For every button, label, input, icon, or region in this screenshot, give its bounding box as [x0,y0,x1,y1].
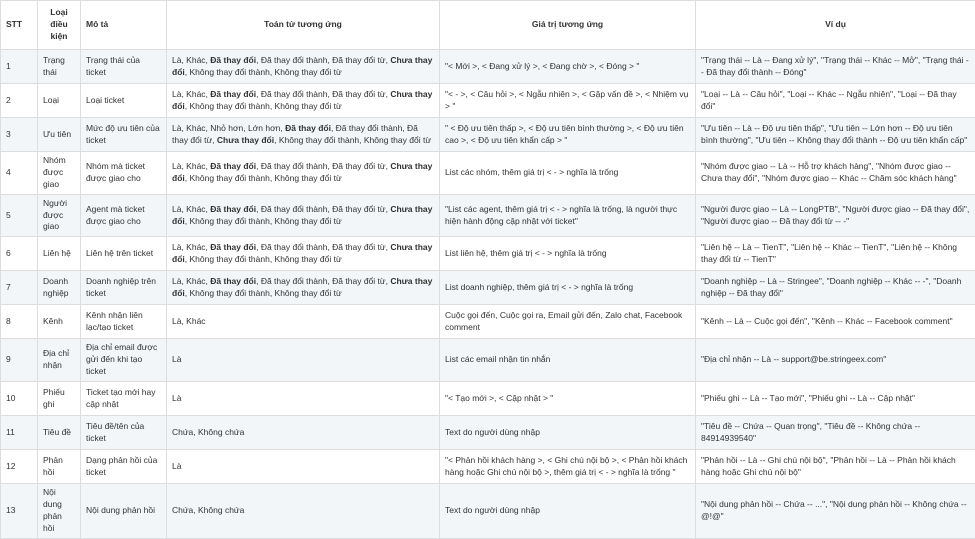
operator-segment: Chưa thay đổi [172,276,432,298]
cell-stt: 11 [1,416,38,450]
cell-values: "< Mới >, < Đang xử lý >, < Đang chờ >, < Đóng > " [440,50,696,84]
cell-values: Cuộc gọi đến, Cuộc gọi ra, Email gửi đến, Zalo chat, Facebook comment [440,305,696,339]
header-stt: STT [1,1,38,50]
cell-operators [167,416,440,450]
operator-segment: , Không thay đổi thành, Không thay đổi từ [274,135,431,145]
cell-values: Text do người dùng nhập [440,416,696,450]
operator-segment: , Không thay đổi thành, Không thay đổi từ [185,173,342,183]
operator-segment: Chứa, Không chứa [172,505,244,515]
cell-example: "Phản hồi -- Là -- Ghi chú nội bộ", "Phản hồi -- Là -- Phản hồi khách hàng hoặc Ghi chú nội bộ" [696,450,975,484]
cell-example: "Kênh -- Là -- Cuộc gọi đến", "Kênh -- Khác -- Facebook comment" [696,305,975,339]
cell-example: "Liên hệ -- Là -- TienT", "Liên hệ -- Khác -- TienT", "Liên hệ -- Không thay đổi từ -- TienT" [696,237,975,271]
cell-condition-type: Liên hệ [38,237,81,271]
cell-example: "Địa chỉ nhận -- Là -- support@be.stringeex.com" [696,339,975,382]
operator-segment: Là [172,354,181,364]
operator-segment: , Không thay đổi thành, Không thay đổi từ [185,254,342,264]
cell-values: "< Phản hồi khách hàng >, < Ghi chú nội bộ >, < Phản hồi khách hàng hoặc Ghi chú nội bộ >, thêm giá trị < - > nghĩa là trống " [440,450,696,484]
cell-description: Doanh nghiệp trên ticket [81,271,167,305]
cell-example: "Trạng thái -- Là -- Đang xử lý", "Trạng thái -- Khác -- Mở", "Trạng thái -- Đã thay đổi thành -- Đóng" [696,50,975,84]
header-condition-type: Loại điều kiện [38,1,81,50]
operator-segment: Đã thay đổi [210,55,256,65]
cell-description: Loại ticket [81,84,167,118]
cell-values: List liên hệ, thêm giá trị < - > nghĩa là trống [440,237,696,271]
operator-segment: Chưa thay đổi [172,55,432,77]
cell-description: Agent mà ticket được giao cho [81,194,167,237]
cell-description: Trạng thái của ticket [81,50,167,84]
header-description: Mô tả [81,1,167,50]
table-row [1,271,975,305]
cell-stt: 3 [1,118,38,152]
cell-example: "Ưu tiên -- Là -- Độ ưu tiên thấp", "Ưu tiên -- Lớn hơn -- Độ ưu tiên bình thường", "Ưu tiên -- Không thay đổi thành -- Độ ưu tiên khẩn cấp" [696,118,975,152]
cell-condition-type: Người được giao [38,194,81,237]
cell-values: "< Tạo mới >, < Cập nhật > " [440,382,696,416]
cell-operators [167,305,440,339]
cell-stt: 2 [1,84,38,118]
cell-stt: 10 [1,382,38,416]
cell-operators [167,118,440,152]
cell-stt: 7 [1,271,38,305]
operator-segment: , Đã thay đổi thành, Đã thay đổi từ, [256,276,390,286]
cell-condition-type: Nhóm được giao [38,152,81,195]
cell-values: List các email nhận tin nhắn [440,339,696,382]
operator-segment: Là, Khác, [172,276,210,286]
cell-description: Tiêu đề/tên của ticket [81,416,167,450]
operator-segment: Là, Khác, [172,204,210,214]
operator-segment: Là [172,461,181,471]
table-row [1,84,975,118]
cell-stt: 13 [1,484,38,539]
operator-segment: , Đã thay đổi thành, Đã thay đổi từ, [256,204,390,214]
cell-values: Text do người dùng nhập [440,484,696,539]
cell-description: Dạng phản hồi của ticket [81,450,167,484]
operator-segment: , Đã thay đổi thành, Đã thay đổi từ, [172,123,418,145]
header-example: Ví dụ [696,1,975,50]
cell-example: "Loại -- Là -- Câu hỏi", "Loại -- Khác -- Ngẫu nhiên", "Loại -- Đã thay đổi" [696,84,975,118]
operator-segment: Là [172,393,181,403]
header-values: Giá trị tương ứng [440,1,696,50]
operator-segment: Đã thay đổi [210,242,256,252]
cell-example: "Tiêu đề -- Chứa -- Quan trọng", "Tiêu đề -- Không chứa -- 84914939540" [696,416,975,450]
cell-stt: 5 [1,194,38,237]
table-row [1,416,975,450]
header-operators: Toán tử tương ứng [167,1,440,50]
operator-segment: Đã thay đổi [210,276,256,286]
cell-example: "Nội dung phản hồi -- Chứa -- ...", "Nội dung phản hồi -- Không chứa -- @!@" [696,484,975,539]
operator-segment: Là, Khác, [172,55,210,65]
cell-stt: 4 [1,152,38,195]
operator-segment: , Không thay đổi thành, Không thay đổi từ [185,67,342,77]
operator-segment: Đã thay đổi [210,161,256,171]
cell-description: Ticket tạo mới hay cập nhật [81,382,167,416]
operator-segment: Là, Khác, [172,161,210,171]
operator-segment: , Không thay đổi thành, Không thay đổi từ [185,101,342,111]
cell-operators [167,484,440,539]
table-row [1,152,975,195]
cell-values: "List các agent, thêm giá trị < - > nghĩa là trống, là người thực hiện hành động cập nhật với ticket" [440,194,696,237]
cell-example: "Phiếu ghi -- Là -- Tạo mới", "Phiếu ghi -- Là -- Cập nhật" [696,382,975,416]
cell-condition-type: Kênh [38,305,81,339]
operator-segment: Là, Khác, [172,242,210,252]
cell-operators [167,194,440,237]
operator-segment: Đã thay đổi [210,204,256,214]
cell-condition-type: Ưu tiên [38,118,81,152]
operator-segment: Chưa thay đổi [217,135,274,145]
operator-segment: Đã thay đổi [210,89,256,99]
cell-operators [167,84,440,118]
cell-operators [167,50,440,84]
operator-segment: Là, Khác [172,316,206,326]
table-row [1,450,975,484]
operator-segment: , Đã thay đổi thành, Đã thay đổi từ, [256,89,390,99]
operator-segment: Là, Khác, Nhỏ hơn, Lớn hơn, [172,123,285,133]
cell-description: Kênh nhận liên lạc/tạo ticket [81,305,167,339]
cell-condition-type: Tiêu đề [38,416,81,450]
table-header-row [1,1,975,50]
table-row [1,50,975,84]
cell-stt: 8 [1,305,38,339]
operator-segment: Chưa thay đổi [172,204,432,226]
cell-operators [167,237,440,271]
table-row [1,382,975,416]
operator-segment: Đã thay đổi [285,123,331,133]
cell-example: "Người được giao -- Là -- LongPTB", "Người được giao -- Đã thay đổi", "Người được giao -- Đã thay đổi từ -- -" [696,194,975,237]
cell-stt: 6 [1,237,38,271]
cell-values: List doanh nghiệp, thêm giá trị < - > nghĩa là trống [440,271,696,305]
cell-stt: 9 [1,339,38,382]
cell-example: "Nhóm được giao -- Là -- Hỗ trợ khách hàng", "Nhóm được giao -- Chưa thay đổi", "Nhóm được giao -- Khác -- Chăm sóc khách hàng" [696,152,975,195]
cell-condition-type: Nội dung phản hồi [38,484,81,539]
cell-description: Địa chỉ email được gửi đến khi tạo ticket [81,339,167,382]
table-row [1,118,975,152]
cell-condition-type: Loại [38,84,81,118]
operator-segment: , Không thay đổi thành, Không thay đổi từ [185,216,342,226]
table-row [1,194,975,237]
cell-condition-type: Doanh nghiệp [38,271,81,305]
operator-segment: , Đã thay đổi thành, Đã thay đổi từ, [256,242,390,252]
operator-segment: , Đã thay đổi thành, Đã thay đổi từ, [256,161,390,171]
operator-segment: Chưa thay đổi [172,242,432,264]
operator-segment: Chứa, Không chứa [172,427,244,437]
cell-values: List các nhóm, thêm giá trị < - > nghĩa là trống [440,152,696,195]
operator-segment: , Đã thay đổi thành, Đã thay đổi từ, [256,55,390,65]
cell-example: "Doanh nghiệp -- Là -- Stringee", "Doanh nghiệp -- Khác -- -", "Doanh nghiệp -- Đã thay đổi" [696,271,975,305]
cell-values: " < Độ ưu tiên thấp >, < Độ ưu tiên bình thường >, < Độ ưu tiên cao >, < Độ ưu tiên khẩn cấp > " [440,118,696,152]
cell-description: Liên hệ trên ticket [81,237,167,271]
table-row [1,339,975,382]
cell-condition-type: Phản hồi [38,450,81,484]
table-row [1,484,975,539]
operator-segment: Là, Khác, [172,89,210,99]
cell-description: Mức độ ưu tiên của ticket [81,118,167,152]
cell-operators [167,450,440,484]
cell-operators [167,152,440,195]
cell-operators [167,271,440,305]
operator-segment: Chưa thay đổi [172,161,432,183]
cell-condition-type: Phiếu ghi [38,382,81,416]
cell-stt: 12 [1,450,38,484]
table-row [1,305,975,339]
operator-segment: , Không thay đổi thành, Không thay đổi từ [185,288,342,298]
cell-operators [167,339,440,382]
table-row [1,237,975,271]
cell-values: "< - >, < Câu hỏi >, < Ngẫu nhiên >, < Gặp vấn đề >, < Nhiệm vụ > " [440,84,696,118]
cell-operators [167,382,440,416]
cell-stt: 1 [1,50,38,84]
cell-condition-type: Trạng thái [38,50,81,84]
table-body [1,50,975,539]
cell-condition-type: Địa chỉ nhận [38,339,81,382]
operator-segment: Chưa thay đổi [172,89,432,111]
cell-description: Nội dung phản hồi [81,484,167,539]
cell-description: Nhóm mà ticket được giao cho [81,152,167,195]
